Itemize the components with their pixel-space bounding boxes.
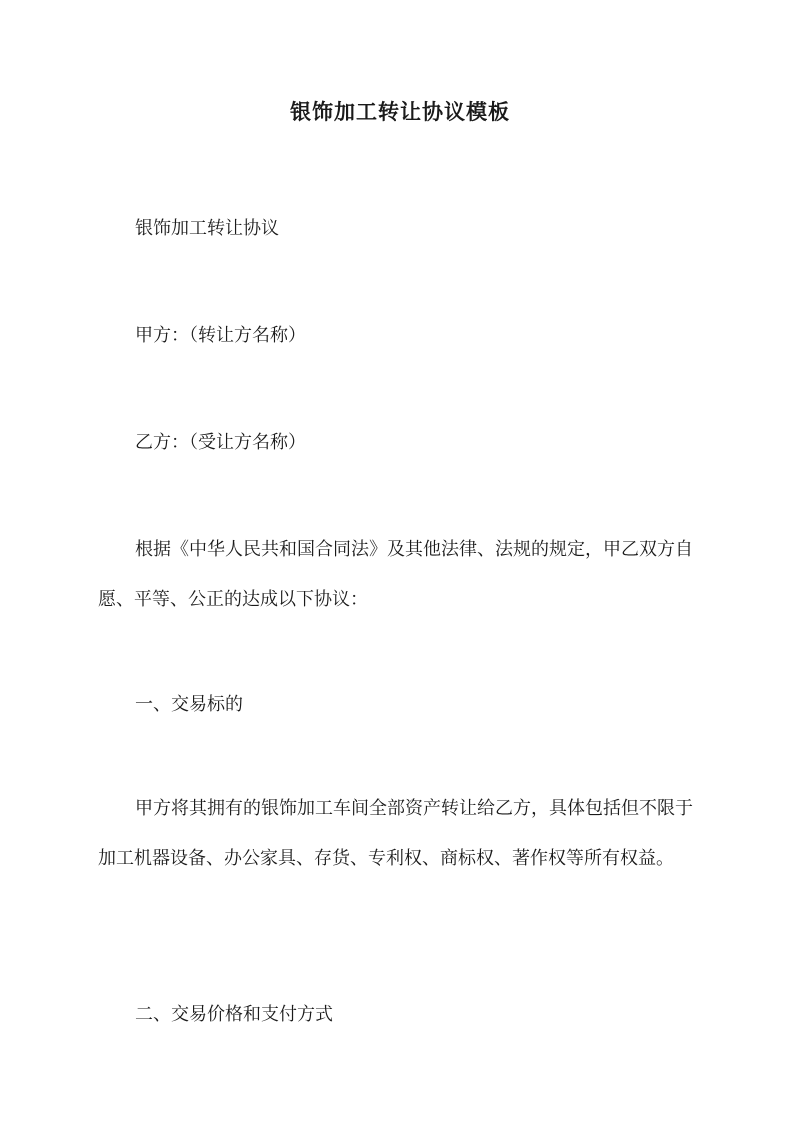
- section-heading-1: 一、交易标的: [135, 694, 243, 715]
- party-b-line: 乙方：（受让方名称）: [135, 432, 306, 453]
- document-title: 银饰加工转让协议模板: [290, 99, 510, 124]
- section-1-body: 甲方将其拥有的银饰加工车间全部资产转让给乙方，具体包括但不限于加工机器设备、办公家具、存货、专利权、商标权、著作权等所有权益。: [98, 798, 693, 869]
- agreement-heading: 银饰加工转让协议: [135, 218, 279, 239]
- party-a-line: 甲方：（转让方名称）: [135, 325, 306, 346]
- preamble-paragraph: 根据《中华人民共和国合同法》及其他法律、法规的规定，甲乙双方自愿、平等、公正的达成以下协议：: [98, 539, 693, 610]
- section-heading-2: 二、交易价格和支付方式: [135, 1004, 333, 1025]
